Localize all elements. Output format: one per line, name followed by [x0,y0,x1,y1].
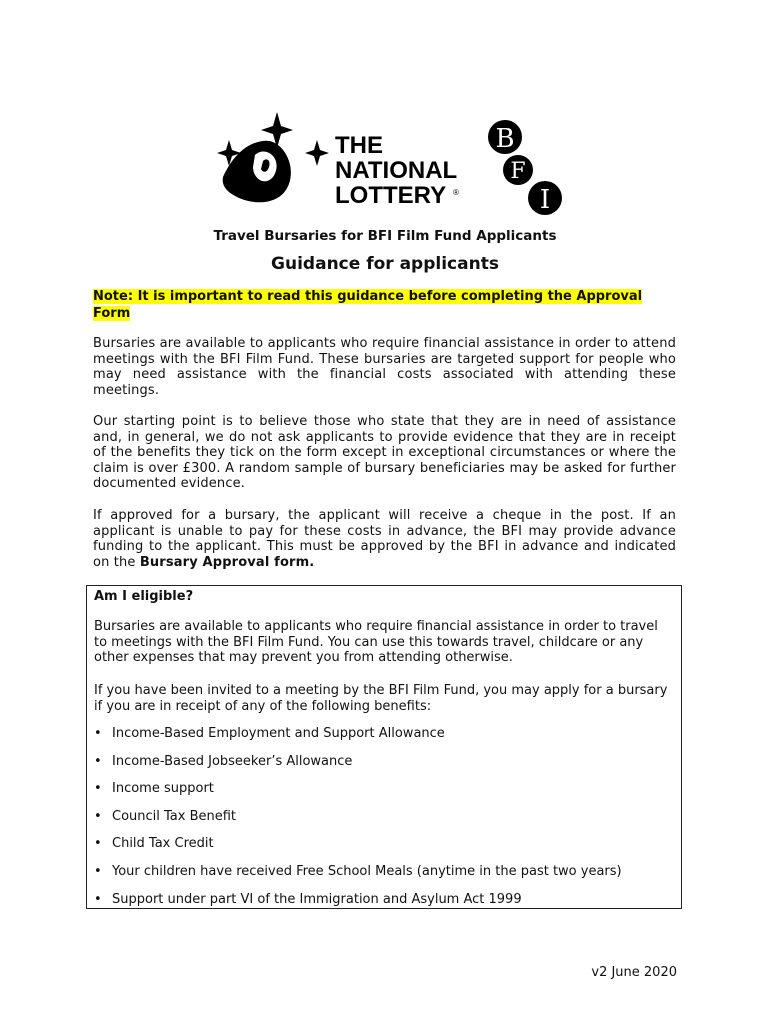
paragraph-starting-point: Our starting point is to believe those who state that they are in need of assistance and, in general, we do not ask applicants to provide evidence that they are in receipt of the benefits they tick on the form except in exceptional circumstances or where the claim is over £300. A random sample of bursary beneficiaries may be asked for further documented evidence. [93,414,676,492]
note-highlight: Note: It is important to read this guidance before completing the Approval Form [93,289,643,321]
list-item: • Council Tax Benefit [94,809,622,837]
eligibility-text-1: Bursaries are available to applicants who require financial assistance in order to travel to meetings with the BFI Film Fund. You can use this towards travel, childcare or any other expenses that may prevent you from attending otherwise. [94,619,658,666]
paragraph-approval-text: If approved for a bursary, the applicant will receive a cheque in the post. If an applicant is unable to pay for these costs in advance, the BFI may provide advance funding to the applicant. This must be approved by the BFI in advance and indicated on the [93,508,676,570]
list-item: • Support under part VI of the Immigration and Asylum Act 1999 [94,892,622,920]
bfi-letter-i: I [539,185,551,215]
bursary-approval-form-ref: Bursary Approval form. [139,554,315,570]
list-item: • Income support [94,781,622,809]
version-footer: v2 June 2020 [591,965,677,980]
important-note [93,288,683,322]
list-item: • Income-Based Employment and Support Allowance [94,726,622,754]
bfi-logo [488,120,562,215]
eligibility-heading: Am I eligible? [94,589,194,604]
benefits-list [94,726,622,919]
list-item: • Income-Based Jobseeker’s Allowance [94,754,622,782]
eligibility-box [86,585,682,909]
logo-registered-mark: ® [453,188,459,197]
bfi-letter-f: F [510,159,526,184]
paragraph-approval [93,508,676,570]
logo-text-national: NATIONAL [335,157,458,184]
document-title: Guidance for applicants [271,254,499,274]
bfi-letter-b: B [495,124,515,154]
logo-text-the: THE [335,132,383,159]
eligibility-text-2: If you have been invited to a meeting by the BFI Film Fund, you may apply for a bursary if you are in receipt of any of the following benefits: [94,683,668,714]
document-subtitle: Travel Bursaries for BFI Film Fund Applicants [213,228,557,244]
list-item: • Child Tax Credit [94,836,622,864]
list-item: • Your children have received Free School Meals (anytime in the past two years) [94,864,622,892]
crossed-fingers-icon [217,112,329,202]
logo-national-lottery-bfi [205,95,570,220]
paragraph-intro: Bursaries are available to applicants who require financial assistance in order to attend meetings with the BFI Film Fund. These bursaries are targeted support for people who may need assistance with the financial costs associated with attending these meetings. [93,336,676,398]
logo-text-lottery: LOTTERY [335,182,447,209]
